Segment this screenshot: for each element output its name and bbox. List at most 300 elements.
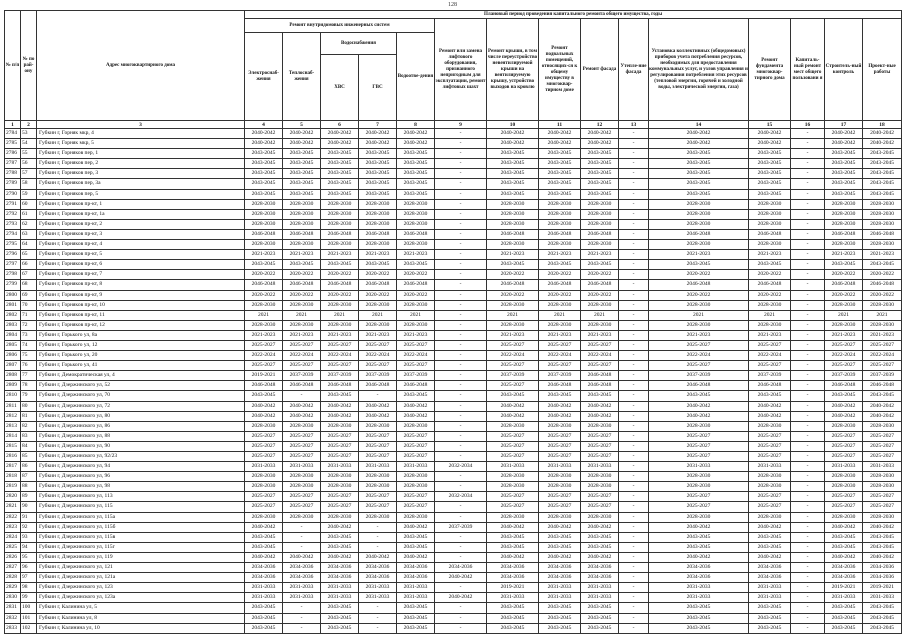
period-cell: 2028-2030 (749, 482, 791, 492)
period-cell: - (791, 603, 825, 613)
period-cell: 2043-2045 (245, 260, 283, 270)
period-cell: 2020-2022 (863, 270, 902, 280)
period-cell: 2025-2027 (359, 441, 397, 451)
period-cell: 2043-2045 (825, 189, 863, 199)
table-row (5, 593, 902, 603)
period-cell: 2031-2033 (649, 593, 749, 603)
row-number-cell: 2806 (5, 351, 21, 361)
period-cell: 2034-2036 (825, 573, 863, 583)
row-number-cell: 2830 (5, 593, 21, 603)
period-cell: 2034-2036 (283, 563, 321, 573)
period-cell: - (619, 482, 649, 492)
period-cell: - (791, 482, 825, 492)
column-number-row (5, 121, 902, 129)
period-cell: - (359, 603, 397, 613)
period-cell: 2021-2023 (321, 250, 359, 260)
period-cell: 2040-2042 (581, 139, 619, 149)
row-number-cell: 2795 (5, 240, 21, 250)
period-cell: 2040-2042 (649, 411, 749, 421)
period-cell: - (435, 532, 487, 542)
district-number-cell: 75 (21, 351, 37, 361)
period-cell: 2028-2030 (359, 421, 397, 431)
period-cell: 2043-2045 (359, 169, 397, 179)
period-cell: 2046-2048 (649, 280, 749, 290)
district-number-cell: 65 (21, 250, 37, 260)
period-cell: 2028-2030 (749, 219, 791, 229)
period-cell: 2043-2045 (359, 260, 397, 270)
period-cell: 2025-2027 (321, 441, 359, 451)
table-row (5, 199, 902, 209)
period-cell: 2043-2045 (581, 189, 619, 199)
period-cell: 2046-2048 (283, 229, 321, 239)
address-cell: Губкин г, Демократическая ул, 4 (37, 371, 245, 381)
address-cell: Губкин г, Горняков пер, 2 (37, 159, 245, 169)
period-cell: 2046-2048 (825, 229, 863, 239)
table-row (5, 552, 902, 562)
row-number-cell: 2822 (5, 512, 21, 522)
period-cell: 2028-2030 (539, 421, 581, 431)
period-cell: 2043-2045 (245, 603, 283, 613)
period-cell: - (435, 290, 487, 300)
period-cell: 2028-2030 (359, 512, 397, 522)
address-cell: Губкин г, Дзержинского ул, 90 (37, 441, 245, 451)
period-cell: 2025-2027 (649, 340, 749, 350)
period-cell: 2025-2027 (649, 431, 749, 441)
period-cell: 2028-2030 (487, 209, 539, 219)
period-cell: 2040-2042 (749, 139, 791, 149)
period-cell: 2043-2045 (539, 623, 581, 633)
period-cell: 2025-2027 (487, 381, 539, 391)
period-cell: 2031-2033 (321, 593, 359, 603)
period-cell: 2025-2027 (283, 361, 321, 371)
period-cell: 2025-2027 (825, 492, 863, 502)
period-cell: 2043-2045 (245, 159, 283, 169)
period-cell: 2021-2023 (539, 250, 581, 260)
period-cell: 2040-2042 (539, 129, 581, 139)
period-cell: 2028-2030 (283, 209, 321, 219)
period-cell: 2043-2045 (649, 149, 749, 159)
period-cell: 2046-2048 (487, 229, 539, 239)
district-number-cell: 83 (21, 431, 37, 441)
period-cell: 2043-2045 (397, 260, 435, 270)
address-cell: Губкин г, Горняков пер, 3 (37, 169, 245, 179)
period-cell: 2025-2027 (649, 452, 749, 462)
period-cell: 2043-2045 (245, 623, 283, 633)
period-cell: 2034-2036 (321, 563, 359, 573)
period-cell: - (435, 512, 487, 522)
period-cell: 2043-2045 (863, 603, 902, 613)
period-cell: 2043-2045 (649, 169, 749, 179)
period-cell: 2025-2027 (397, 452, 435, 462)
row-number-cell: 2802 (5, 310, 21, 320)
district-number-cell: 98 (21, 583, 37, 593)
period-cell: 2034-2036 (397, 573, 435, 583)
table-row (5, 320, 902, 330)
period-cell: 2025-2027 (487, 452, 539, 462)
district-number-cell: 74 (21, 340, 37, 350)
period-cell: 2028-2030 (649, 320, 749, 330)
period-cell: 2031-2033 (649, 583, 749, 593)
table-row (5, 310, 902, 320)
period-cell: 2025-2027 (283, 431, 321, 441)
period-cell: - (435, 583, 487, 593)
period-cell: 2046-2048 (359, 381, 397, 391)
period-cell: 2028-2030 (359, 240, 397, 250)
row-number-cell: 2826 (5, 552, 21, 562)
period-cell: 2028-2030 (245, 300, 283, 310)
period-cell: - (619, 522, 649, 532)
district-number-cell: 77 (21, 371, 37, 381)
period-cell: 2043-2045 (863, 159, 902, 169)
period-cell: 2028-2030 (749, 472, 791, 482)
table-row (5, 209, 902, 219)
period-cell: 2043-2045 (581, 169, 619, 179)
period-cell: - (435, 340, 487, 350)
period-cell: 2028-2030 (863, 320, 902, 330)
period-cell: 2043-2045 (863, 179, 902, 189)
period-cell: 2043-2045 (321, 623, 359, 633)
address-cell: Губкин г, Дзержинского ул, 115а (37, 512, 245, 522)
period-cell: 2040-2042 (487, 129, 539, 139)
period-cell: - (283, 391, 321, 401)
address-cell: Губкин г, Дзержинского ул, 88 (37, 431, 245, 441)
period-cell: - (619, 179, 649, 189)
period-cell: 2043-2045 (825, 542, 863, 552)
period-cell: 2043-2045 (397, 169, 435, 179)
period-cell: 2028-2030 (283, 240, 321, 250)
period-cell: 2028-2030 (245, 472, 283, 482)
column-number: 15 (749, 121, 791, 129)
period-cell: - (791, 229, 825, 239)
period-cell: 2043-2045 (487, 603, 539, 613)
address-cell: Губкин г, Дзержинского ул, 115 (37, 502, 245, 512)
period-cell: 2040-2042 (245, 411, 283, 421)
period-cell: 2043-2045 (321, 603, 359, 613)
table-row (5, 219, 902, 229)
row-number-cell: 2810 (5, 391, 21, 401)
period-cell: - (619, 169, 649, 179)
period-cell: 2043-2045 (487, 391, 539, 401)
period-cell: 2043-2045 (487, 542, 539, 552)
row-number-cell: 2789 (5, 179, 21, 189)
period-cell: 2028-2030 (283, 320, 321, 330)
column-number: 9 (435, 121, 487, 129)
period-cell: 2040-2042 (283, 401, 321, 411)
period-cell: 2028-2030 (283, 472, 321, 482)
period-cell: - (791, 441, 825, 451)
column-number: 11 (539, 121, 581, 129)
period-cell: - (619, 512, 649, 522)
period-cell: 2043-2045 (581, 623, 619, 633)
period-cell: 2043-2045 (863, 623, 902, 633)
period-cell: 2043-2045 (539, 169, 581, 179)
column-number: 3 (37, 121, 245, 129)
period-cell: 2019-2021 (487, 583, 539, 593)
table-row (5, 563, 902, 573)
period-cell: 2043-2045 (245, 189, 283, 199)
period-cell: 2028-2030 (397, 421, 435, 431)
period-cell: 2025-2027 (321, 452, 359, 462)
period-cell: - (435, 472, 487, 482)
period-cell: 2025-2027 (863, 452, 902, 462)
period-cell: 2034-2036 (245, 563, 283, 573)
address-cell: Губкин г, Дзержинского ул, 113 (37, 492, 245, 502)
period-cell: 2040-2042 (321, 139, 359, 149)
period-cell: - (619, 219, 649, 229)
period-cell: - (283, 623, 321, 633)
table-row (5, 542, 902, 552)
period-cell: 2025-2027 (825, 431, 863, 441)
period-cell: - (619, 361, 649, 371)
period-cell: 2021 (749, 310, 791, 320)
period-cell: - (435, 552, 487, 562)
period-cell: 2031-2033 (487, 462, 539, 472)
period-cell: - (435, 240, 487, 250)
period-cell: 2020-2022 (825, 290, 863, 300)
period-cell: 2025-2027 (649, 502, 749, 512)
period-cell: 2028-2030 (321, 219, 359, 229)
column-number: 16 (791, 121, 825, 129)
period-cell: 2043-2045 (581, 260, 619, 270)
address-cell: Губкин г, Дзержинского ул, 70 (37, 391, 245, 401)
period-cell: 2025-2027 (581, 431, 619, 441)
period-cell: 2028-2030 (749, 300, 791, 310)
period-cell: 2043-2045 (539, 159, 581, 169)
period-cell: 2031-2033 (487, 593, 539, 603)
period-cell: 2021-2023 (581, 330, 619, 340)
period-cell: 2034-2036 (487, 573, 539, 583)
district-number-cell: 96 (21, 563, 37, 573)
header-construction-control: Строитель-ный контроль (825, 19, 863, 121)
period-cell: 2028-2030 (749, 240, 791, 250)
period-cell: - (791, 381, 825, 391)
period-cell: - (435, 139, 487, 149)
period-cell: 2021-2023 (581, 250, 619, 260)
period-cell: - (619, 573, 649, 583)
period-cell: 2043-2045 (321, 391, 359, 401)
period-cell: 2028-2030 (487, 240, 539, 250)
period-cell: 2028-2030 (321, 482, 359, 492)
period-cell: - (283, 542, 321, 552)
period-cell: 2046-2048 (321, 381, 359, 391)
period-cell: 2025-2027 (749, 431, 791, 441)
period-cell: - (435, 431, 487, 441)
period-cell: 2021-2023 (397, 330, 435, 340)
row-number-cell: 2787 (5, 159, 21, 169)
period-cell: 2043-2045 (649, 623, 749, 633)
address-cell: Губкин г, Дзержинского ул, 115б (37, 522, 245, 532)
period-cell: 2043-2045 (581, 613, 619, 623)
period-cell: - (435, 250, 487, 260)
period-cell: 2040-2042 (825, 139, 863, 149)
period-cell: 2020-2022 (649, 270, 749, 280)
period-cell: 2043-2045 (487, 623, 539, 633)
period-cell: 2043-2045 (863, 613, 902, 623)
period-cell: 2032-2034 (435, 492, 487, 502)
period-cell: 2028-2030 (581, 512, 619, 522)
period-cell: 2028-2030 (863, 199, 902, 209)
district-number-cell: 54 (21, 139, 37, 149)
period-cell: 2046-2048 (749, 381, 791, 391)
period-cell: 2043-2045 (825, 169, 863, 179)
period-cell: - (435, 401, 487, 411)
period-cell: 2046-2048 (581, 381, 619, 391)
period-cell: 2021 (359, 310, 397, 320)
period-cell: 2034-2036 (397, 563, 435, 573)
address-cell: Губкин г, Горького ул, 12 (37, 340, 245, 350)
period-cell: 2043-2045 (581, 159, 619, 169)
period-cell: 2043-2045 (487, 149, 539, 159)
district-number-cell: 73 (21, 330, 37, 340)
period-cell: 2025-2027 (321, 502, 359, 512)
period-cell: - (791, 583, 825, 593)
period-cell: 2043-2045 (863, 391, 902, 401)
period-cell: 2040-2042 (863, 401, 902, 411)
district-number-cell: 62 (21, 219, 37, 229)
period-cell: 2040-2042 (359, 139, 397, 149)
period-cell: 2040-2042 (397, 522, 435, 532)
period-cell: 2043-2045 (825, 260, 863, 270)
header-elevator-repair: Ремонт или замена лифтового оборудования, признанного непригодным для эксплуатации, ремонт лифтовых шахт (435, 19, 487, 121)
period-cell: - (283, 613, 321, 623)
column-number: 2 (21, 121, 37, 129)
period-cell: - (619, 593, 649, 603)
period-cell: 2021-2023 (749, 330, 791, 340)
period-cell: 2043-2045 (749, 149, 791, 159)
period-cell: 2040-2042 (487, 411, 539, 421)
period-cell: 2025-2027 (825, 502, 863, 512)
period-cell: 2028-2030 (283, 300, 321, 310)
period-cell: 2028-2030 (749, 209, 791, 219)
header-metering-devices: Установка коллективных (общедомовых) приборов учета потребления ресурсов, необходимых для предоставления коммунальных услуг, и узлов управления и регулирования потребления этих ресурсов (тепловой энергии, горячей и холодной воды, электрической энергии, газа) (649, 19, 749, 121)
period-cell: 2043-2045 (321, 149, 359, 159)
address-cell: Губкин г, Горняков пр-кт, 11 (37, 310, 245, 320)
address-cell: Губкин г, Горняков пер, 5 (37, 189, 245, 199)
period-cell: 2043-2045 (825, 613, 863, 623)
table-row (5, 290, 902, 300)
period-cell: 2034-2036 (749, 573, 791, 583)
period-cell: - (791, 593, 825, 603)
period-cell: - (435, 169, 487, 179)
period-cell: 2025-2027 (321, 340, 359, 350)
district-number-cell: 68 (21, 280, 37, 290)
period-cell: - (791, 613, 825, 623)
district-number-cell: 59 (21, 189, 37, 199)
period-cell: 2028-2030 (539, 199, 581, 209)
header-roof-repair: Ремонт крыши, в том числе переустройство невентилируемой крыши на вентилируемую крышу, устройство выходов на кровлю (487, 19, 539, 121)
period-cell: - (359, 623, 397, 633)
period-cell: - (619, 270, 649, 280)
header-engineering-systems: Ремонт внутридомовых инженерных систем (245, 19, 435, 33)
period-cell: - (435, 159, 487, 169)
address-cell: Губкин г, Дзержинского ул, 96 (37, 472, 245, 482)
period-cell: 2025-2027 (321, 431, 359, 441)
period-cell: 2021-2023 (649, 330, 749, 340)
address-cell: Губкин г, Дзержинского ул, 92/23 (37, 452, 245, 462)
period-cell: - (619, 381, 649, 391)
period-cell: 2043-2045 (321, 169, 359, 179)
period-cell: - (619, 391, 649, 401)
period-cell: 2025-2027 (487, 502, 539, 512)
period-cell: 2022-2024 (539, 351, 581, 361)
period-cell: 2040-2042 (245, 129, 283, 139)
row-number-cell: 2791 (5, 199, 21, 209)
period-cell: 2025-2027 (487, 431, 539, 441)
period-cell: 2028-2030 (825, 482, 863, 492)
district-number-cell: 78 (21, 381, 37, 391)
period-cell: 2040-2042 (749, 401, 791, 411)
period-cell: 2020-2022 (359, 290, 397, 300)
period-cell: 2025-2027 (487, 340, 539, 350)
period-cell: 2040-2042 (397, 401, 435, 411)
period-cell: - (791, 411, 825, 421)
period-cell: 2043-2045 (649, 159, 749, 169)
period-cell: - (791, 139, 825, 149)
period-cell: 2040-2042 (825, 522, 863, 532)
address-cell: Губкин г, Горняков пер, 1 (37, 149, 245, 159)
period-cell: - (435, 351, 487, 361)
period-cell: 2028-2030 (539, 300, 581, 310)
period-cell: - (619, 421, 649, 431)
period-cell: - (791, 280, 825, 290)
row-number-cell: 2804 (5, 330, 21, 340)
period-cell: 2043-2045 (581, 603, 619, 613)
period-cell: 2034-2036 (359, 563, 397, 573)
period-cell: 2046-2048 (863, 381, 902, 391)
period-cell: 2046-2048 (321, 280, 359, 290)
period-cell: 2040-2042 (435, 593, 487, 603)
period-cell: 2025-2027 (539, 431, 581, 441)
column-number: 6 (321, 121, 359, 129)
period-cell: 2040-2042 (581, 411, 619, 421)
period-cell: 2025-2027 (863, 492, 902, 502)
period-cell: 2021 (649, 310, 749, 320)
address-cell: Губкин г, Горняков пр-кт, 6 (37, 260, 245, 270)
period-cell: 2046-2048 (749, 280, 791, 290)
period-cell: 2031-2033 (321, 583, 359, 593)
table-row (5, 159, 902, 169)
period-cell: 2021-2023 (359, 250, 397, 260)
period-cell: - (435, 482, 487, 492)
period-cell: 2025-2027 (283, 452, 321, 462)
period-cell: 2031-2033 (749, 583, 791, 593)
period-cell: - (791, 361, 825, 371)
period-cell: 2028-2030 (825, 199, 863, 209)
period-cell: 2028-2030 (825, 240, 863, 250)
period-cell: 2043-2045 (749, 179, 791, 189)
row-number-cell: 2818 (5, 472, 21, 482)
table-row (5, 532, 902, 542)
period-cell: 2034-2036 (435, 563, 487, 573)
period-cell: - (791, 552, 825, 562)
period-cell: - (359, 542, 397, 552)
period-cell: 2043-2045 (321, 189, 359, 199)
district-number-cell: 61 (21, 209, 37, 219)
period-cell: 2037-2039 (487, 371, 539, 381)
period-cell: - (791, 290, 825, 300)
period-cell: 2028-2030 (321, 199, 359, 209)
period-cell: 2021-2023 (825, 250, 863, 260)
address-cell: Губкин г, Дзержинского ул, 121а (37, 573, 245, 583)
period-cell: - (435, 411, 487, 421)
table-row (5, 401, 902, 411)
period-cell: 2028-2030 (397, 472, 435, 482)
period-cell: 2028-2030 (487, 482, 539, 492)
period-cell: 2043-2045 (649, 603, 749, 613)
row-number-cell: 2819 (5, 482, 21, 492)
period-cell: 2043-2045 (397, 623, 435, 633)
district-number-cell: 86 (21, 462, 37, 472)
